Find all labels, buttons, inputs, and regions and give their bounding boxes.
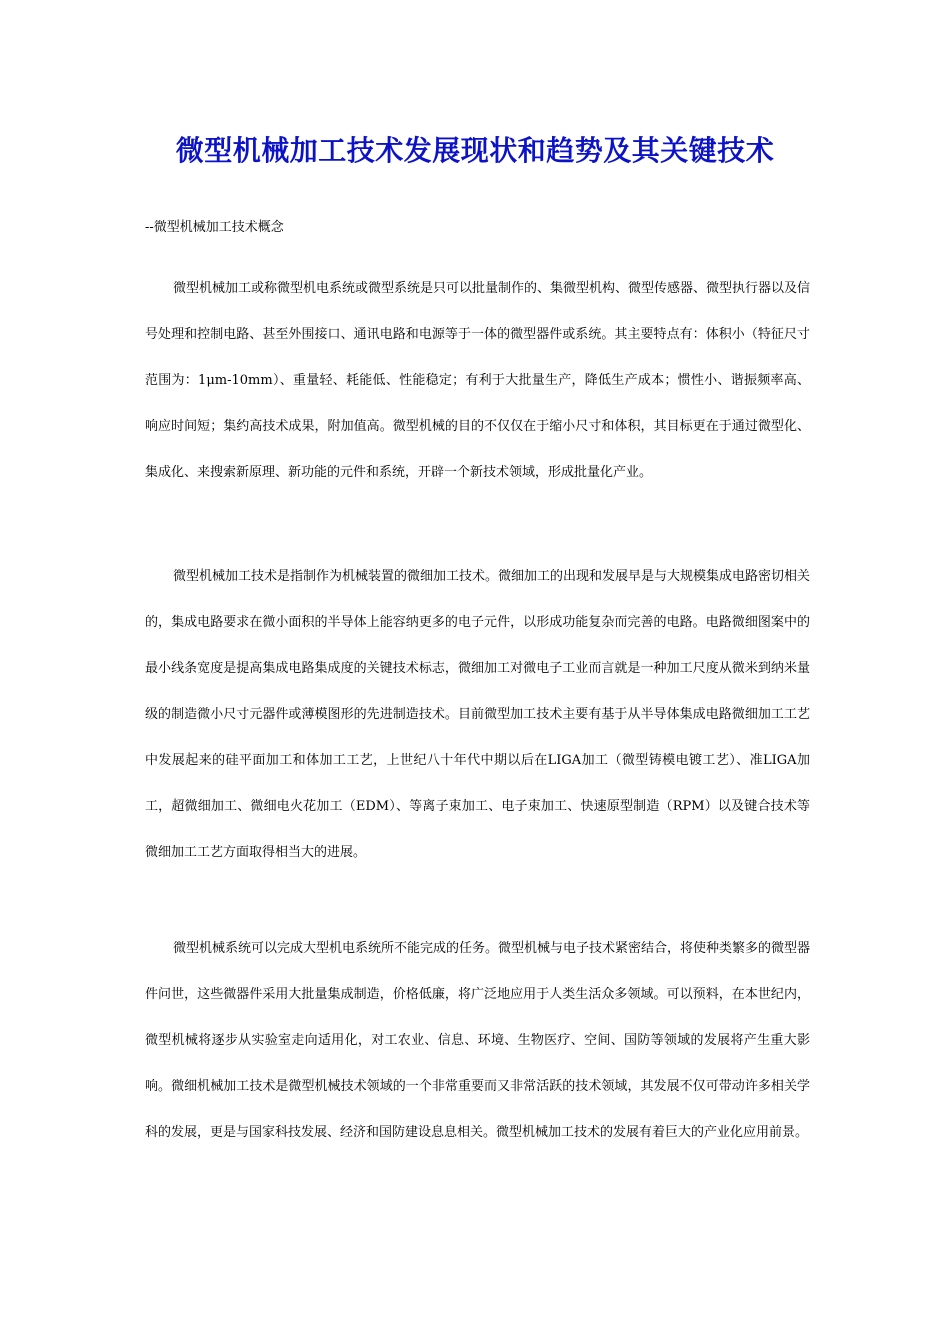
section-subtitle: --微型机械加工技术概念 [145, 220, 284, 235]
paragraph-3: 微型机械系统可以完成大型机电系统所不能完成的任务。微型机械与电子技术紧密结合，将使种类繁多的微型器件问世，这些微器件采用大批量集成制造，价格低廉，将广泛地应用于人类生活众多领域。可以预料，在本世纪内，微型机械将逐步从实验室走向适用化，对工农业、信息、环境、生物医疗、空间、国防等领域的发展将产生重大影响。微细机械加工技术是微型机械技术领域的一个非常重要而又非常活跃的技术领域，其发展不仅可带动许多相关学科的发展，更是与国家科技发展、经济和国防建设息息相关。微型机械加工技术的发展有着巨大的产业化应用前景。 [145, 941, 811, 1140]
paragraph-2: 微型机械加工技术是指制作为机械装置的微细加工技术。微细加工的出现和发展早是与大规模集成电路密切相关的，集成电路要求在微小面积的半导体上能容纳更多的电子元件，以形成功能复杂而完善的电路。电路微细图案中的最小线条宽度是提高集成电路集成度的关键技术标志，微细加工对微电子工业而言就是一种加工尺度从微米到纳米量级的制造微小尺寸元器件或薄模图形的先进制造技术。目前微型加工技术主要有基于从半导体集成电路微细加工工艺中发展起来的硅平面加工和体加工工艺，上世纪八十年代中期以后在LIGA加工（微型铸模电镀工艺）、准LIGA加工，超微细加工、微细电火花加工（EDM）、等离子束加工、电子束加工、快速原型制造（RPM）以及键合技术等微细加工工艺方面取得相当大的进展。 [145, 569, 811, 860]
paragraph-1: 微型机械加工或称微型机电系统或微型系统是只可以批量制作的、集微型机构、微型传感器、微型执行器以及信号处理和控制电路、甚至外围接口、通讯电路和电源等于一体的微型器件或系统。其主要特点有：体积小（特征尺寸范围为：1μm-10mm）、重量轻、耗能低、性能稳定；有利于大批量生产，降低生产成本；惯性小、谐振频率高、响应时间短；集约高技术成果，附加值高。微型机械的目的不仅仅在于缩小尺寸和体积，其目标更在于通过微型化、集成化、来搜索新原理、新功能的元件和系统，开辟一个新技术领域，形成批量化产业。 [145, 281, 811, 480]
page-title: 微型机械加工技术发展现状和趋势及其关键技术 [175, 134, 775, 167]
